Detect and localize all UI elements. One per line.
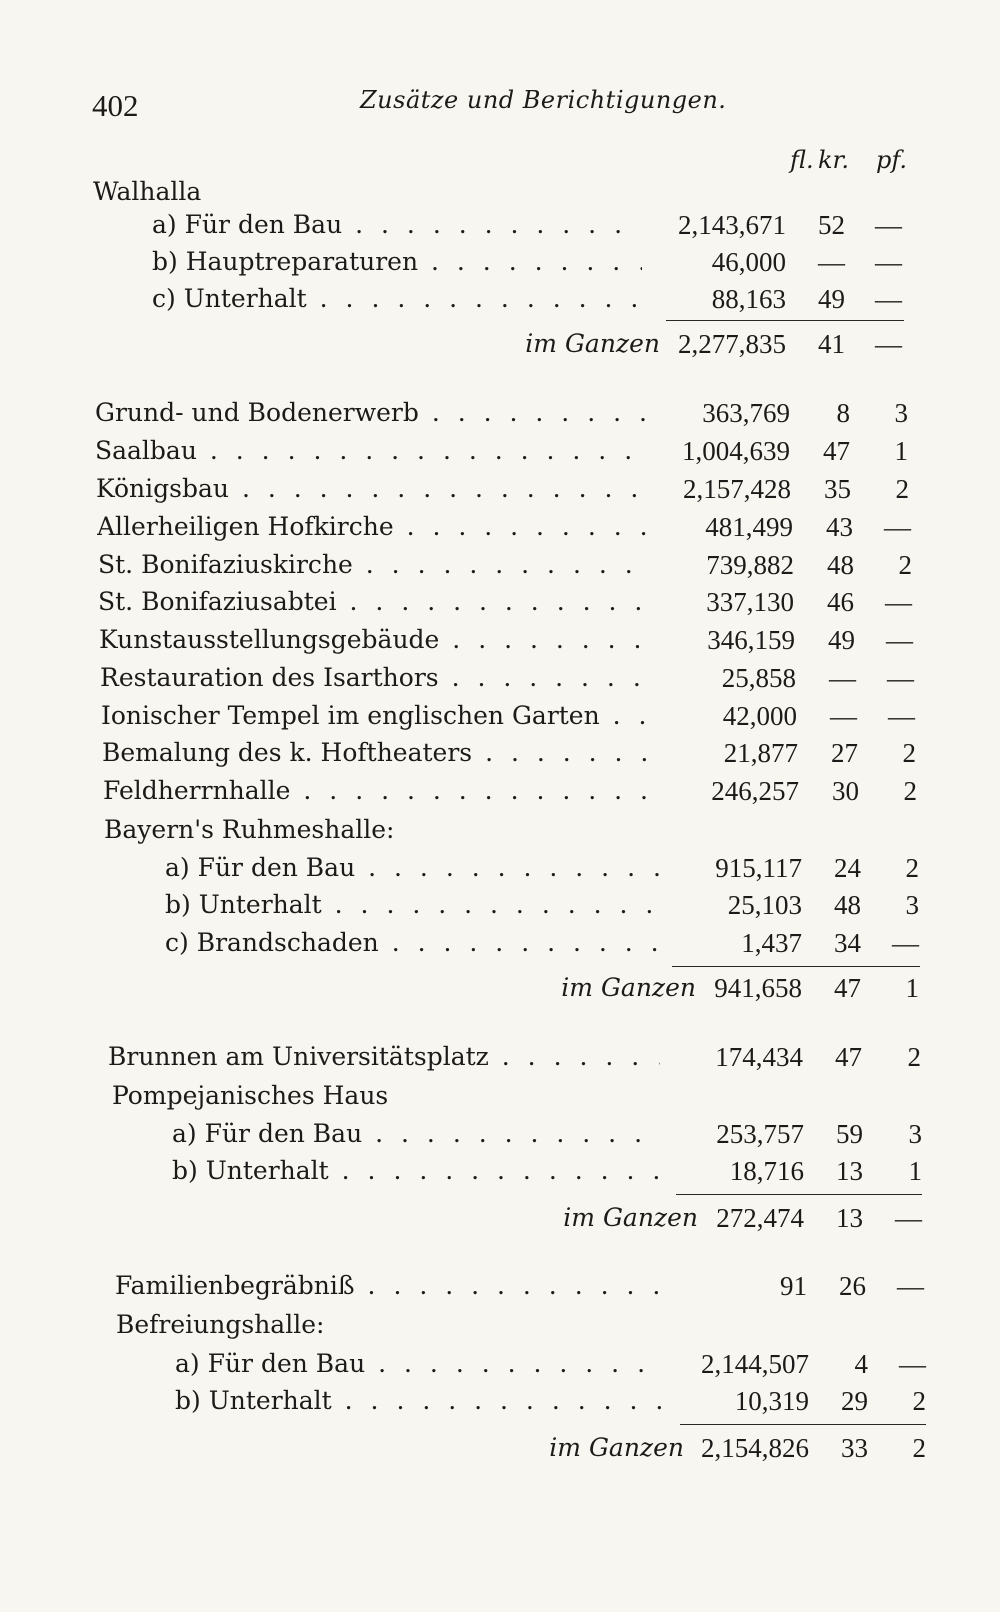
total-row bbox=[0, 970, 1000, 1006]
table-row bbox=[0, 1116, 1000, 1152]
row-label: a) Für den Bau . . . bbox=[152, 207, 642, 243]
value-fl: 25,103 bbox=[727, 890, 802, 920]
total-pf: — bbox=[895, 1203, 922, 1233]
value-fl: 915,117 bbox=[715, 853, 802, 883]
sum-rule bbox=[676, 1194, 922, 1195]
total-row bbox=[0, 1200, 1000, 1236]
value-kr: 46 bbox=[827, 587, 854, 617]
value-fl: 2,143,671 bbox=[678, 210, 786, 240]
value-kr: 52 bbox=[818, 210, 845, 240]
row-label: c) Unterhalt . . . bbox=[152, 281, 642, 317]
value-pf: 3 bbox=[908, 1119, 922, 1149]
row-label: a) Für den Bau . . . bbox=[165, 850, 660, 886]
value-pf: — bbox=[875, 284, 902, 314]
running-head: Zusätze und Berichtigungen. bbox=[360, 86, 727, 114]
value-kr: 59 bbox=[836, 1119, 863, 1149]
value-pf: — bbox=[875, 247, 902, 277]
value-pf: 2 bbox=[895, 474, 909, 504]
total-label: im Ganzen bbox=[563, 1203, 698, 1232]
total-fl: 941,658 bbox=[714, 973, 802, 1003]
table-row bbox=[0, 660, 1000, 696]
table-row bbox=[0, 698, 1000, 734]
table-row bbox=[0, 281, 1000, 317]
value-kr: 29 bbox=[841, 1386, 868, 1416]
value-kr: 47 bbox=[835, 1042, 862, 1072]
total-label: im Ganzen bbox=[561, 973, 696, 1002]
value-pf: 2 bbox=[903, 776, 917, 806]
value-kr: 8 bbox=[836, 398, 850, 428]
row-label: Familienbegräbniß . . . bbox=[115, 1268, 665, 1304]
value-pf: 3 bbox=[905, 890, 919, 920]
value-kr: 43 bbox=[826, 512, 853, 542]
value-pf: — bbox=[887, 663, 914, 693]
total-fl: 2,277,835 bbox=[678, 329, 786, 359]
value-pf: 2 bbox=[902, 738, 916, 768]
value-fl: 88,163 bbox=[711, 284, 786, 314]
sum-rule bbox=[672, 966, 920, 967]
row-label: Brunnen am Universitätsplatz . . . bbox=[108, 1039, 660, 1075]
value-fl: 21,877 bbox=[723, 738, 798, 768]
table-row bbox=[0, 887, 1000, 923]
value-fl: 363,769 bbox=[702, 398, 790, 428]
row-label: Restauration des Isarthors . . . bbox=[100, 660, 653, 696]
value-pf: — bbox=[885, 587, 912, 617]
value-fl: 18,716 bbox=[729, 1156, 804, 1186]
section-title-text: Befreiungshalle: bbox=[116, 1310, 325, 1339]
value-kr: 34 bbox=[834, 928, 861, 958]
value-fl: 1,437 bbox=[741, 928, 802, 958]
value-kr: 48 bbox=[834, 890, 861, 920]
value-fl: 337,130 bbox=[706, 587, 794, 617]
value-kr: 27 bbox=[831, 738, 858, 768]
table-row bbox=[0, 773, 1000, 809]
value-pf: 1 bbox=[908, 1156, 922, 1186]
total-label: im Ganzen bbox=[549, 1433, 684, 1462]
row-label: St. Bonifaziusabtei . . . bbox=[98, 584, 650, 620]
total-pf: 1 bbox=[905, 973, 919, 1003]
value-pf: 1 bbox=[894, 436, 908, 466]
value-pf: — bbox=[886, 625, 913, 655]
value-fl: 481,499 bbox=[705, 512, 793, 542]
table-row bbox=[0, 850, 1000, 886]
total-row bbox=[0, 326, 1000, 362]
value-pf: 2 bbox=[912, 1386, 926, 1416]
total-fl: 272,474 bbox=[716, 1203, 804, 1233]
column-head-pf: pf. bbox=[876, 146, 908, 174]
value-fl: 10,319 bbox=[734, 1386, 809, 1416]
value-fl: 174,434 bbox=[715, 1042, 803, 1072]
total-fl: 2,154,826 bbox=[701, 1433, 809, 1463]
value-fl: 246,257 bbox=[711, 776, 799, 806]
total-kr: 47 bbox=[834, 973, 861, 1003]
table-row bbox=[0, 207, 1000, 243]
column-head-fl: fl. bbox=[790, 146, 814, 174]
sum-rule bbox=[680, 1424, 926, 1425]
value-kr: 49 bbox=[818, 284, 845, 314]
value-kr: — bbox=[829, 663, 856, 693]
table-row bbox=[0, 509, 1000, 545]
value-fl: 42,000 bbox=[722, 701, 797, 731]
value-kr: 30 bbox=[832, 776, 859, 806]
value-kr: 4 bbox=[854, 1349, 868, 1379]
row-label: Saalbau . . . bbox=[95, 433, 645, 469]
total-kr: 41 bbox=[818, 329, 845, 359]
value-pf: — bbox=[875, 210, 902, 240]
table-row bbox=[0, 622, 1000, 658]
value-fl: 91 bbox=[780, 1271, 807, 1301]
sum-rule bbox=[666, 320, 904, 321]
table-row bbox=[0, 925, 1000, 961]
table-row bbox=[0, 244, 1000, 280]
table-row bbox=[0, 1039, 1000, 1075]
value-fl: 1,004,639 bbox=[682, 436, 790, 466]
row-label: b) Unterhalt . . . bbox=[172, 1153, 662, 1189]
table-row bbox=[0, 547, 1000, 583]
value-fl: 2,157,428 bbox=[683, 474, 791, 504]
value-pf: — bbox=[897, 1271, 924, 1301]
row-label: b) Unterhalt . . . bbox=[165, 887, 660, 923]
value-pf: — bbox=[899, 1349, 926, 1379]
row-label: a) Für den Bau . . . bbox=[175, 1346, 665, 1382]
row-label: c) Brandschaden . . . bbox=[165, 925, 660, 961]
value-pf: 3 bbox=[894, 398, 908, 428]
total-pf: 2 bbox=[912, 1433, 926, 1463]
value-kr: 48 bbox=[827, 550, 854, 580]
column-head-kr: kr. bbox=[818, 146, 850, 174]
value-pf: — bbox=[888, 701, 915, 731]
table-row bbox=[0, 1383, 1000, 1419]
value-pf: 2 bbox=[907, 1042, 921, 1072]
value-pf: — bbox=[884, 512, 911, 542]
total-kr: 33 bbox=[841, 1433, 868, 1463]
value-kr: 24 bbox=[834, 853, 861, 883]
row-label: Kunstausstellungsgebäude . . . bbox=[99, 622, 652, 658]
value-fl: 739,882 bbox=[706, 550, 794, 580]
table-row bbox=[0, 1153, 1000, 1189]
section-title-text: Pompejanisches Haus bbox=[112, 1081, 389, 1110]
total-kr: 13 bbox=[836, 1203, 863, 1233]
value-fl: 253,757 bbox=[716, 1119, 804, 1149]
total-row bbox=[0, 1430, 1000, 1466]
row-label: Feldherrnhalle . . . bbox=[103, 773, 656, 809]
value-kr: — bbox=[830, 701, 857, 731]
table-row bbox=[0, 584, 1000, 620]
row-label: St. Bonifaziuskirche . . . bbox=[98, 547, 650, 583]
value-fl: 346,159 bbox=[707, 625, 795, 655]
section-title-text: Bayern's Ruhmeshalle: bbox=[104, 815, 395, 844]
row-label: b) Hauptreparaturen . . . bbox=[152, 244, 642, 280]
page-number: 402 bbox=[92, 88, 139, 123]
value-pf: 2 bbox=[905, 853, 919, 883]
value-fl: 46,000 bbox=[711, 247, 786, 277]
section-title-text: Walhalla bbox=[93, 177, 202, 206]
value-kr: 13 bbox=[836, 1156, 863, 1186]
total-pf: — bbox=[875, 329, 902, 359]
row-label: Bemalung des k. Hoftheaters . . . bbox=[102, 735, 655, 771]
table-row bbox=[0, 1346, 1000, 1382]
row-label: Allerheiligen Hofkirche . . . bbox=[97, 509, 649, 545]
table-row bbox=[0, 1268, 1000, 1304]
table-row bbox=[0, 395, 1000, 431]
row-label: Ionischer Tempel im englischen Garten . . . bbox=[101, 698, 654, 734]
value-kr: 26 bbox=[839, 1271, 866, 1301]
value-pf: — bbox=[892, 928, 919, 958]
value-kr: 47 bbox=[823, 436, 850, 466]
table-row bbox=[0, 735, 1000, 771]
value-kr: 49 bbox=[828, 625, 855, 655]
value-kr: — bbox=[818, 247, 845, 277]
table-row bbox=[0, 433, 1000, 469]
row-label: a) Für den Bau . . . bbox=[172, 1116, 662, 1152]
table-row bbox=[0, 471, 1000, 507]
row-label: Königsbau . . . bbox=[96, 471, 646, 507]
row-label: b) Unterhalt . . . bbox=[175, 1383, 665, 1419]
value-fl: 2,144,507 bbox=[701, 1349, 809, 1379]
value-kr: 35 bbox=[824, 474, 851, 504]
value-fl: 25,858 bbox=[721, 663, 796, 693]
value-pf: 2 bbox=[898, 550, 912, 580]
row-label: Grund- und Bodenerwerb . . . bbox=[95, 395, 645, 431]
total-label: im Ganzen bbox=[525, 329, 660, 358]
